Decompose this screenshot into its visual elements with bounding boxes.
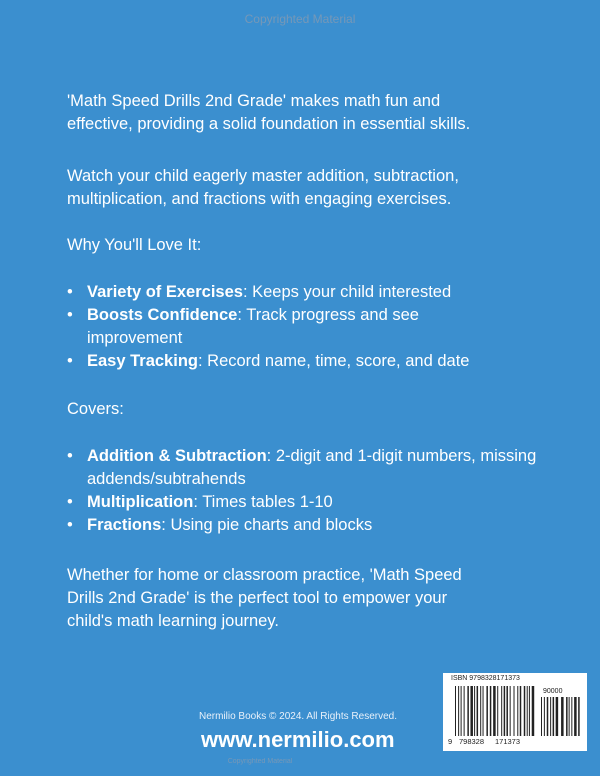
barcode-bar (547, 697, 549, 736)
item-text: : 2-digit and 1-digit numbers, missing addends/subtrahends (87, 447, 537, 488)
barcode-bar (477, 686, 479, 736)
barcode-bar (569, 697, 570, 736)
barcode-bar (510, 686, 511, 736)
barcode-bar (578, 697, 580, 736)
barcode-bar (455, 686, 456, 736)
barcode-bar (532, 686, 535, 736)
line: effective, providing a solid foundation in essential skills. (67, 115, 471, 133)
list-item (67, 445, 557, 491)
item-title: Boosts Confidence (87, 306, 238, 324)
list-item (67, 304, 447, 350)
barcode-bar (490, 686, 492, 736)
item-text: : Keeps your child interested (242, 283, 452, 301)
barcode-digit: 9 (448, 737, 453, 746)
barcode-bar (566, 697, 568, 736)
barcode-bar (571, 697, 572, 736)
isbn-barcode (443, 673, 587, 751)
barcode-bar (544, 697, 545, 736)
barcode-bar (493, 686, 496, 736)
barcode-bar (504, 686, 506, 736)
list-item (67, 491, 592, 514)
barcode-bar (483, 686, 484, 736)
barcode-bar (461, 686, 462, 736)
price-addon: 90000 (543, 688, 563, 695)
covers-list (67, 445, 592, 537)
barcode-bar (501, 686, 502, 736)
watermark-top: Copyrighted Material (244, 12, 356, 26)
line: 'Math Speed Drills 2nd Grade' makes math fun and (67, 92, 441, 110)
barcode-bar (497, 686, 498, 736)
closing-paragraph (67, 564, 592, 633)
why-heading: Why You'll Love It: (67, 236, 202, 254)
line: Drills 2nd Grade' is the perfect tool to empower your (67, 589, 448, 607)
covers-heading: Covers: (67, 400, 124, 418)
item-title: Multiplication (87, 493, 194, 511)
item-text: : Record name, time, score, and date (197, 352, 470, 370)
barcode-bar (458, 686, 459, 736)
item-title: Addition & Subtraction (87, 447, 267, 465)
barcode-bar (561, 697, 564, 736)
barcode-bar (556, 697, 559, 736)
copyright-text: Nermilio Books © 2024. All Rights Reserved. (198, 711, 397, 722)
list-item (67, 514, 592, 537)
website-url: www.nermilio.com (201, 727, 395, 752)
item-text: : Track progress and see improvement (87, 306, 419, 347)
barcode-bar (529, 686, 530, 736)
barcode-bar (470, 686, 473, 736)
barcode-digits-right: 171373 (495, 737, 521, 746)
barcode-digits-left: 798328 (459, 737, 485, 746)
barcode-bar (464, 686, 465, 736)
intro-paragraph-1 (67, 90, 592, 136)
list-item (67, 281, 592, 304)
item-title: Fractions (87, 516, 162, 534)
list-item (67, 350, 592, 373)
barcode-bar (524, 686, 526, 736)
item-text: : Using pie charts and blocks (161, 516, 373, 534)
item-text: : Times tables 1-10 (193, 493, 333, 511)
watermark-bottom: Copyrighted Material (227, 758, 293, 765)
barcode-bar (550, 697, 551, 736)
barcode-bar (467, 686, 469, 736)
barcode-bar (553, 697, 555, 736)
barcode-bar (517, 686, 518, 736)
line: child's math learning journey. (67, 612, 279, 630)
item-title: Variety of Exercises (87, 283, 243, 301)
barcode-bar (486, 686, 488, 736)
why-list (67, 281, 592, 373)
barcode-bar (527, 686, 528, 736)
barcode-bar (474, 686, 475, 736)
barcode-bar (574, 697, 577, 736)
description-body (67, 90, 592, 633)
line: multiplication, and fractions with engaging exercises. (67, 190, 452, 208)
barcode-bar (506, 686, 508, 736)
intro-paragraph-2 (67, 165, 592, 211)
barcode-bar (514, 686, 515, 736)
line: Whether for home or classroom practice, 'Math Speed (67, 566, 462, 584)
barcode-bar (520, 686, 522, 736)
line: Watch your child eagerly master addition, subtraction, (67, 167, 459, 185)
isbn-label: ISBN 9798328171373 (451, 675, 520, 682)
barcode-bar (541, 697, 542, 736)
barcode-bar (480, 686, 481, 736)
item-title: Easy Tracking (87, 352, 198, 370)
